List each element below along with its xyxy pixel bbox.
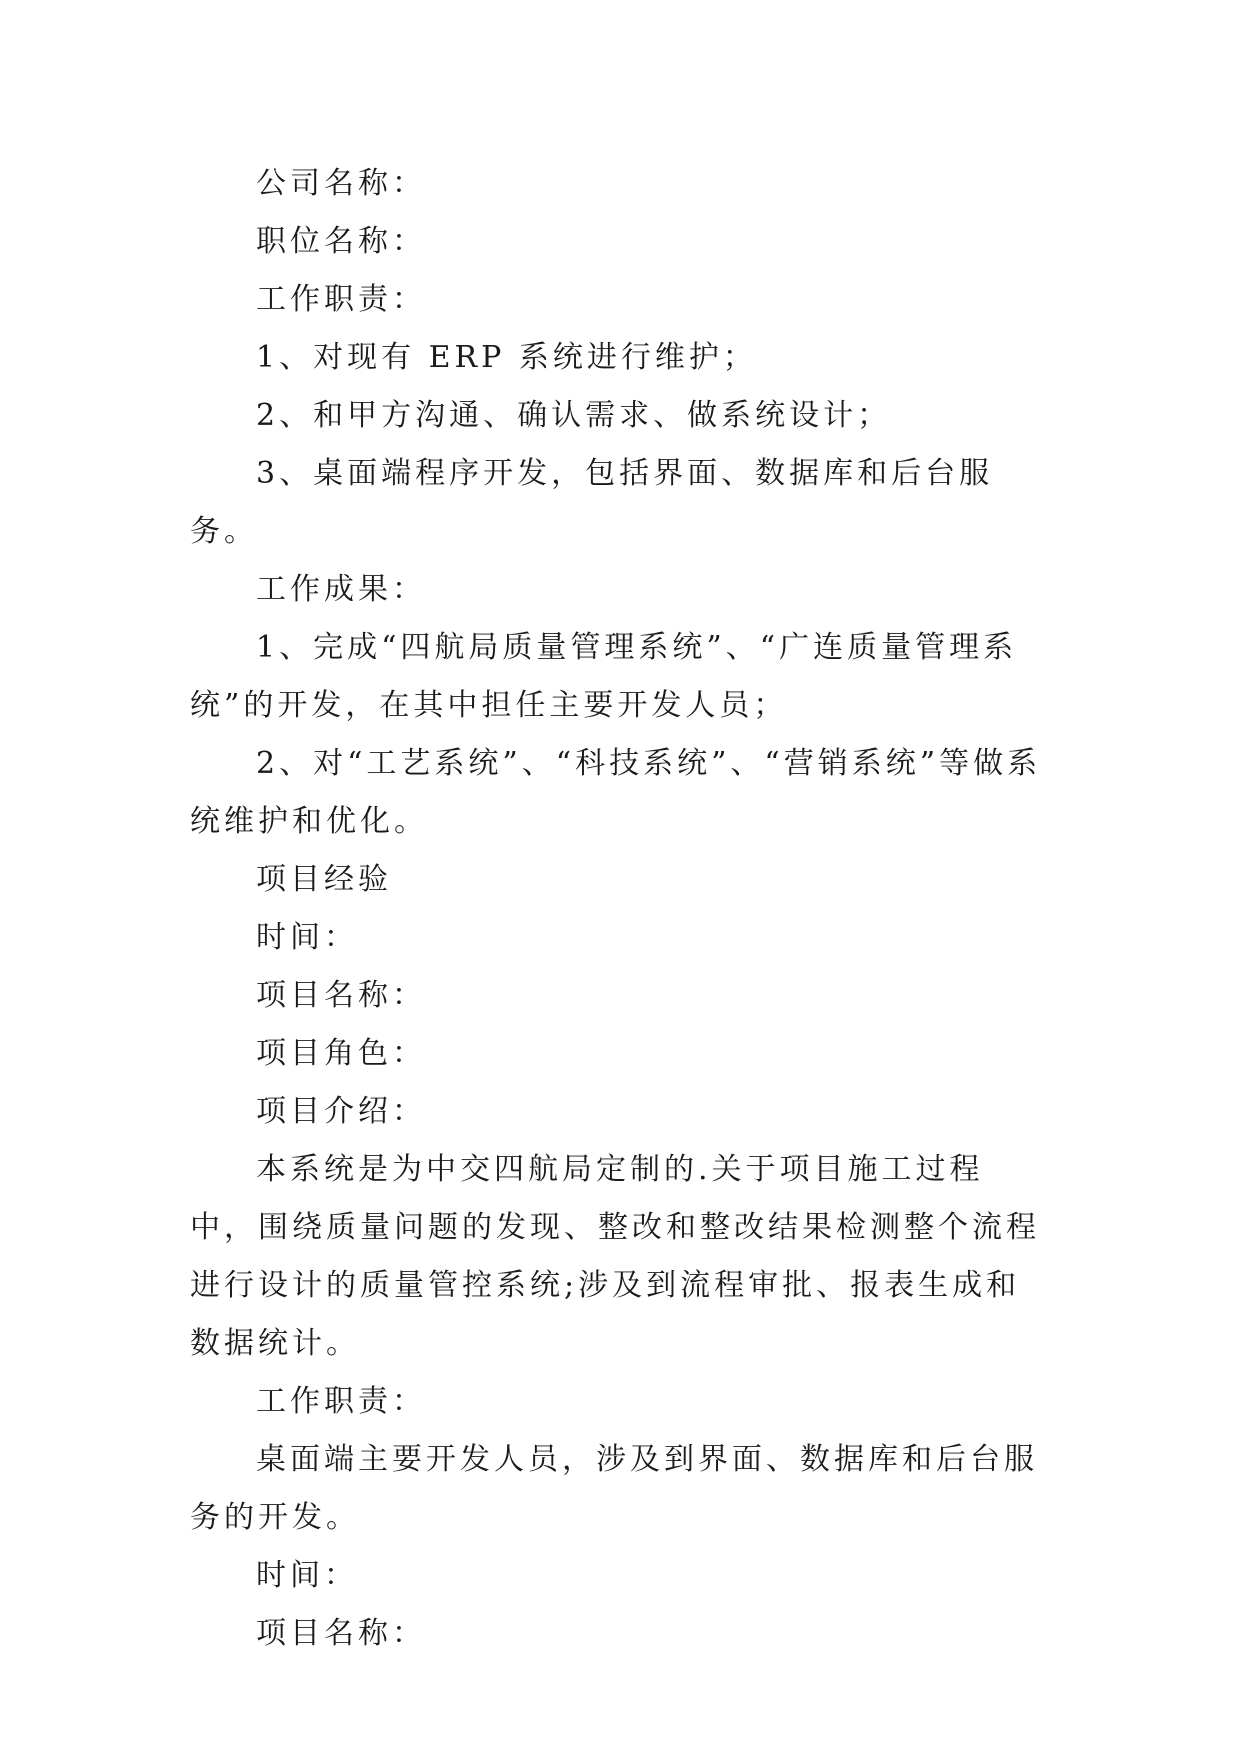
company-name-label: 公司名称：	[256, 166, 426, 201]
result-item-1: 1、完成“四航局质量管理系统”、“广连质量管理系统”的开发，在其中担任主要开发人员；	[190, 630, 1018, 723]
project-duties-text: 桌面端主要开发人员，涉及到界面、数据库和后台服务的开发。	[190, 1442, 1038, 1535]
duty-item-2: 2、和甲方沟通、确认需求、做系统设计；	[256, 398, 892, 433]
project-intro-text: 本系统是为中交四航局定制的.关于项目施工过程中，围绕质量问题的发现、整改和整改结果检测整个流程进行设计的质量管控系统;涉及到流程审批、报表生成和数据统计。	[190, 1152, 1040, 1361]
project-intro-label: 项目介绍：	[256, 1094, 426, 1129]
project-duties-heading: 工作职责：	[256, 1384, 426, 1419]
project-time-label: 时间：	[256, 920, 358, 955]
result-item-2: 2、对“工艺系统”、“科技系统”、“营销系统”等做系统维护和优化。	[190, 746, 1042, 839]
position-name-label: 职位名称：	[256, 224, 426, 259]
job-duties-heading: 工作职责：	[256, 282, 426, 317]
document-body	[190, 155, 1050, 1663]
project-role-label: 项目角色：	[256, 1036, 426, 1071]
project-name-label: 项目名称：	[256, 978, 426, 1013]
work-results-heading: 工作成果：	[256, 572, 426, 607]
project-experience-heading: 项目经验	[256, 862, 392, 897]
duty-item-3: 3、桌面端程序开发，包括界面、数据库和后台服务。	[190, 456, 994, 549]
duty-item-1: 1、对现有 ERP 系统进行维护；	[256, 340, 757, 375]
project-name-label-2: 项目名称：	[256, 1616, 426, 1651]
project-time-label-2: 时间：	[256, 1558, 358, 1593]
